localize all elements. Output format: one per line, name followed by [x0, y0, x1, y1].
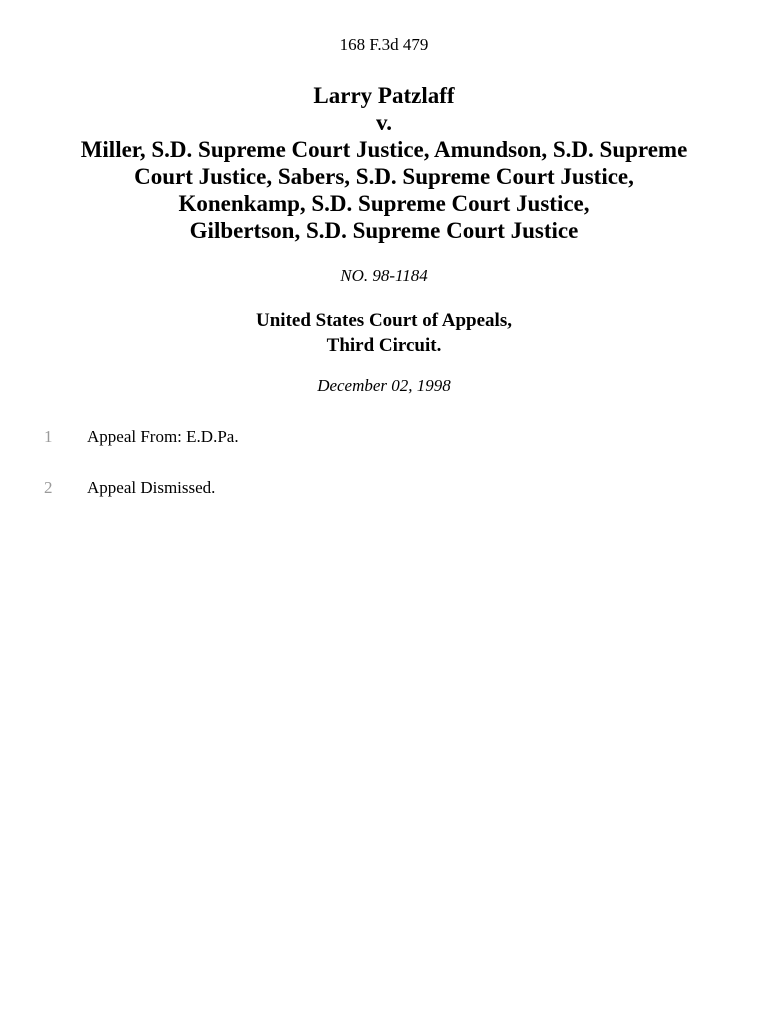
- docket-number: NO. 98-1184: [340, 266, 428, 285]
- paragraph-text: Appeal Dismissed.: [87, 478, 216, 497]
- plaintiff-name: Larry Patzlaff: [313, 83, 455, 108]
- case-citation: 168 F.3d 479: [339, 35, 429, 54]
- defendants-line: Gilbertson, S.D. Supreme Court Justice: [189, 218, 579, 243]
- court-name: [0, 308, 768, 358]
- case-parties: [20, 82, 748, 244]
- defendants-line: Court Justice, Sabers, S.D. Supreme Court Justice,: [134, 164, 634, 189]
- versus-label: v.: [376, 110, 392, 135]
- decision-date: December 02, 1998: [317, 376, 451, 395]
- defendants-line: Miller, S.D. Supreme Court Justice, Amundson, S.D. Supreme: [80, 137, 688, 162]
- paragraph-text: Appeal From: E.D.Pa.: [87, 427, 239, 446]
- court-circuit-line: Third Circuit.: [326, 335, 442, 356]
- paragraph-number: 1: [44, 427, 53, 446]
- defendants-line: Konenkamp, S.D. Supreme Court Justice,: [178, 191, 590, 216]
- paragraph-number: 2: [44, 478, 53, 497]
- court-name-line: United States Court of Appeals,: [256, 310, 512, 331]
